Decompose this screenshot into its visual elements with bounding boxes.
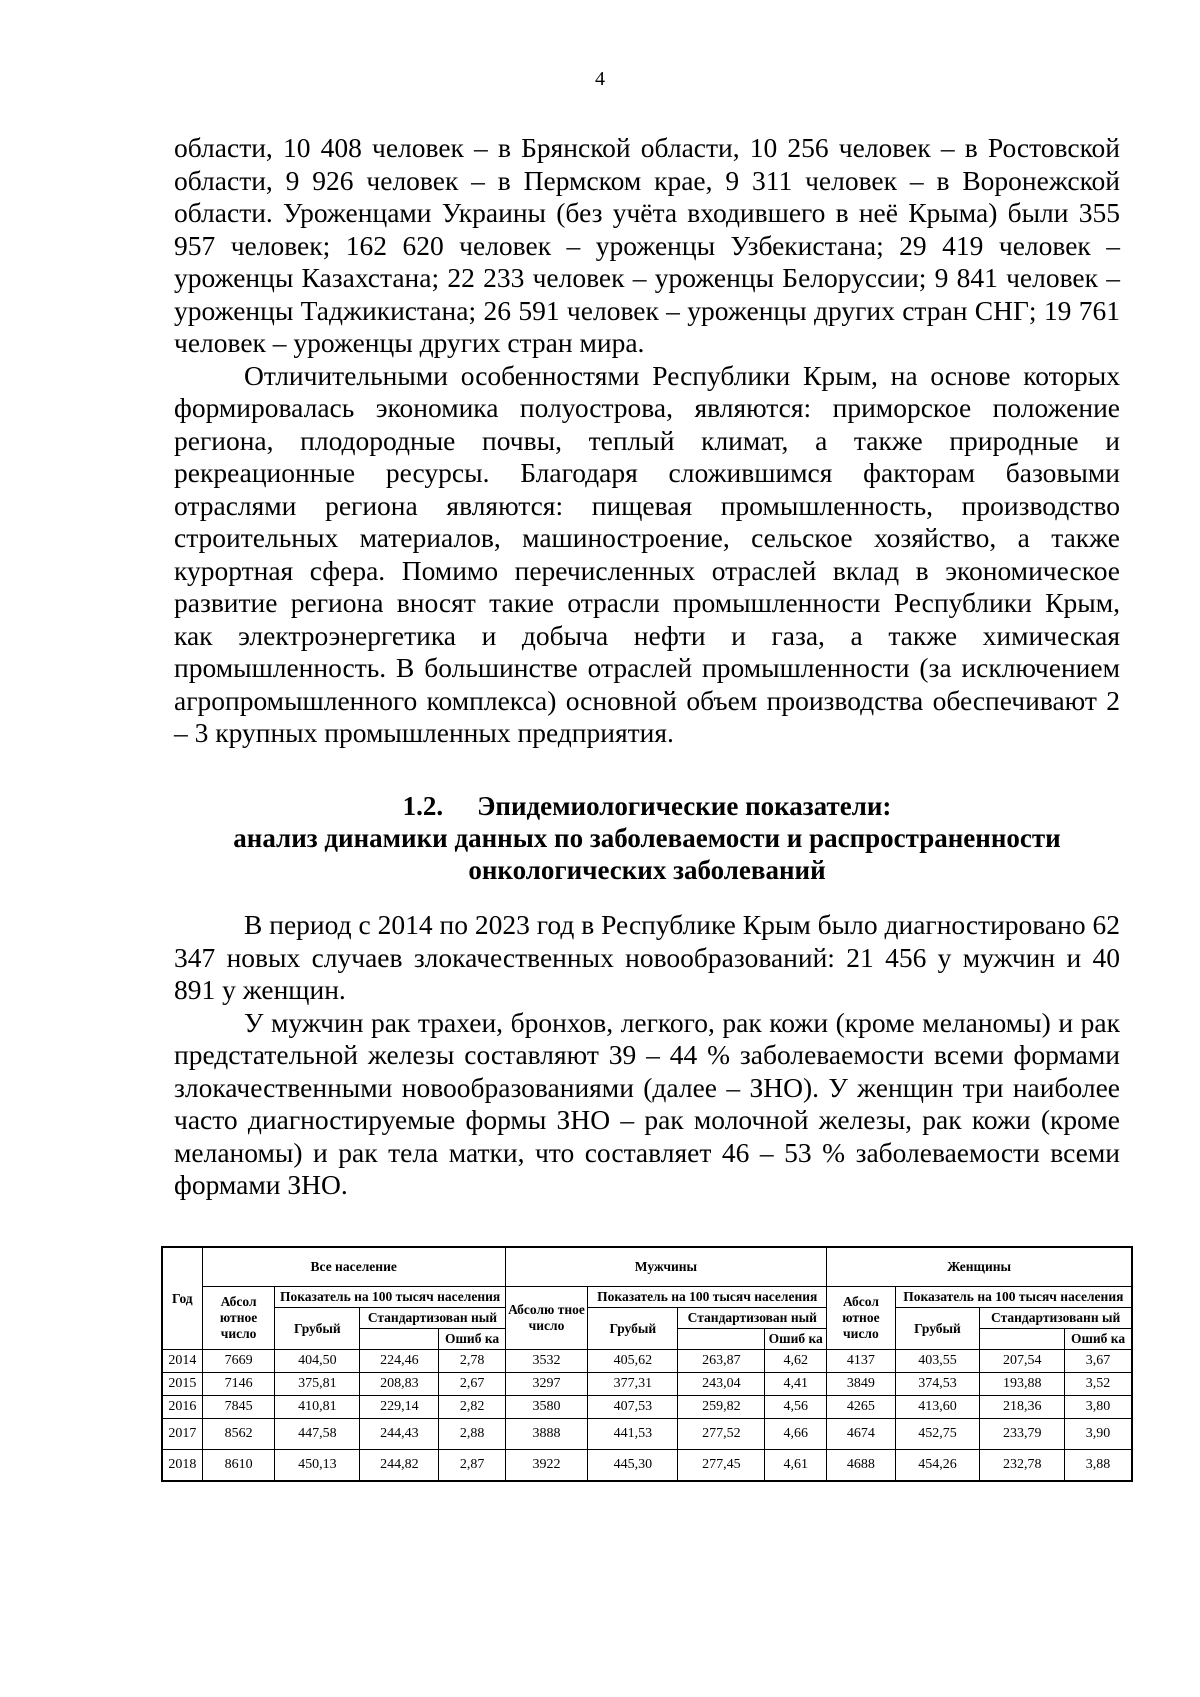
header-crude: Грубый — [895, 1308, 980, 1350]
header-value — [980, 1329, 1065, 1350]
table-cell: 3922 — [505, 1450, 588, 1482]
header-rate: Показатель на 100 тысяч населения — [275, 1287, 505, 1308]
table-cell: 2,88 — [439, 1419, 505, 1450]
table-cell: 374,53 — [895, 1373, 980, 1396]
table-cell: 2,87 — [439, 1450, 505, 1482]
table-cell: 233,79 — [980, 1419, 1065, 1450]
intro-text — [174, 132, 1120, 750]
table-cell: 377,31 — [588, 1373, 678, 1396]
table-cell: 447,58 — [275, 1419, 360, 1450]
epidemiology-text — [174, 909, 1120, 1202]
page-number: 4 — [595, 68, 605, 90]
header-absolute: Абсолю тное число — [505, 1287, 588, 1350]
header-standardized: Стандартизованн ый — [980, 1308, 1132, 1329]
table-cell: 4137 — [827, 1350, 895, 1373]
table-cell: 2014 — [162, 1350, 202, 1373]
table-cell: 3849 — [827, 1373, 895, 1396]
section-heading — [174, 790, 1120, 886]
header-rate: Показатель на 100 тысяч населения — [588, 1287, 827, 1308]
table-cell: 410,81 — [275, 1396, 360, 1419]
table-body — [162, 1350, 1132, 1482]
table-cell: 4,62 — [765, 1350, 827, 1373]
table-cell: 263,87 — [678, 1350, 765, 1373]
table-cell: 450,13 — [275, 1450, 360, 1482]
header-all-population: Все население — [202, 1247, 505, 1287]
table-cell: 3,88 — [1065, 1450, 1132, 1482]
table-cell: 3532 — [505, 1350, 588, 1373]
table-cell: 3580 — [505, 1396, 588, 1419]
table-cell: 8610 — [202, 1450, 275, 1482]
table-cell: 3,80 — [1065, 1396, 1132, 1419]
table-cell: 4,66 — [765, 1419, 827, 1450]
table-cell: 2015 — [162, 1373, 202, 1396]
table-cell: 208,83 — [360, 1373, 439, 1396]
table-cell: 218,36 — [980, 1396, 1065, 1419]
table-cell: 441,53 — [588, 1419, 678, 1450]
paragraph: В период с 2014 по 2023 год в Республике Крым было диагностировано 62 347 новых случаев злокачественных новообразований: 21 456 у мужчин и 40 891 у женщин. — [174, 909, 1120, 1005]
table-cell: 3,90 — [1065, 1419, 1132, 1450]
table-row — [162, 1450, 1132, 1482]
table-cell: 404,50 — [275, 1350, 360, 1373]
header-men: Мужчины — [505, 1247, 826, 1287]
header-value — [360, 1329, 439, 1350]
table-cell: 445,30 — [588, 1450, 678, 1482]
section-title-line: анализ динамики данных по заболеваемости и распространенности — [233, 823, 1061, 853]
section-number: 1.2. — [402, 791, 444, 821]
section-title-line: 1.2. Эпидемиологические показатели: — [402, 791, 892, 821]
table-cell: 2016 — [162, 1396, 202, 1419]
table-cell: 243,04 — [678, 1373, 765, 1396]
paragraph: области, 10 408 человек – в Брянской области, 10 256 человек – в Ростовской области, 9 926 человек – в Пермском крае, 9 311 человек – в Воронежской области. Уроженцами Украины (без учёта входившего в неё Крыма) были 355 957 человек; 162 620 человек – уроженцы Узбекистана; 29 419 человек – уроженцы Казахстана; 22 233 человек – уроженцы Белоруссии; 9 841 человек – уроженцы Таджикистана; 26 591 человек – уроженцы других стран СНГ; 19 761 человек – уроженцы других стран мира. — [174, 132, 1120, 358]
table-cell: 193,88 — [980, 1373, 1065, 1396]
table-cell: 7146 — [202, 1373, 275, 1396]
header-crude: Грубый — [275, 1308, 360, 1350]
table-cell: 4,41 — [765, 1373, 827, 1396]
table-cell: 7845 — [202, 1396, 275, 1419]
paragraph: У мужчин рак трахеи, бронхов, легкого, рак кожи (кроме меланомы) и рак предстательной железы составляют 39 – 44 % заболеваемости всеми формами злокачественными новообразованиями (далее – ЗНО). У женщин три наиболее часто диагностируемые формы ЗНО – рак молочной железы, рак кожи (кроме меланомы) и рак тела матки, что составляет 46 – 53 % заболеваемости всеми формами ЗНО. — [174, 1006, 1120, 1200]
section-title-line: онкологических заболеваний — [468, 855, 826, 885]
table-cell: 277,45 — [678, 1450, 765, 1482]
table-cell: 3297 — [505, 1373, 588, 1396]
header-standardized: Стандартизован ный — [360, 1308, 506, 1329]
table-cell: 454,26 — [895, 1450, 980, 1482]
table-cell: 229,14 — [360, 1396, 439, 1419]
table-cell: 4265 — [827, 1396, 895, 1419]
table-cell: 259,82 — [678, 1396, 765, 1419]
table-cell: 3,52 — [1065, 1373, 1132, 1396]
table-cell: 207,54 — [980, 1350, 1065, 1373]
table-cell: 2017 — [162, 1419, 202, 1450]
table-cell: 8562 — [202, 1419, 275, 1450]
table-cell: 4,61 — [765, 1450, 827, 1482]
header-women: Женщины — [827, 1247, 1132, 1287]
header-crude: Грубый — [588, 1308, 678, 1350]
incidence-table — [161, 1246, 1133, 1482]
table-cell: 413,60 — [895, 1396, 980, 1419]
header-absolute: Абсол ютное число — [202, 1287, 275, 1350]
table-cell: 403,55 — [895, 1350, 980, 1373]
header-standardized: Стандартизован ный — [678, 1308, 827, 1329]
table-row — [162, 1419, 1132, 1450]
table-cell: 4688 — [827, 1450, 895, 1482]
table-row — [162, 1373, 1132, 1396]
table-cell: 277,52 — [678, 1419, 765, 1450]
table-cell: 2,67 — [439, 1373, 505, 1396]
table-cell: 224,46 — [360, 1350, 439, 1373]
table-cell: 407,53 — [588, 1396, 678, 1419]
table-row — [162, 1350, 1132, 1373]
table-cell: 7669 — [202, 1350, 275, 1373]
table-cell: 4,56 — [765, 1396, 827, 1419]
table-cell: 2018 — [162, 1450, 202, 1482]
header-year: Год — [162, 1247, 202, 1350]
table-row — [162, 1396, 1132, 1419]
header-rate: Показатель на 100 тысяч населения — [895, 1287, 1132, 1308]
header-error: Ошиб ка — [765, 1329, 827, 1350]
header-absolute: Абсол ютное число — [827, 1287, 895, 1350]
table-cell: 405,62 — [588, 1350, 678, 1373]
table-cell: 3,67 — [1065, 1350, 1132, 1373]
table-cell: 232,78 — [980, 1450, 1065, 1482]
header-error: Ошиб ка — [439, 1329, 505, 1350]
table-cell: 375,81 — [275, 1373, 360, 1396]
table-cell: 3888 — [505, 1419, 588, 1450]
table-cell: 244,82 — [360, 1450, 439, 1482]
table-cell: 452,75 — [895, 1419, 980, 1450]
paragraph: Отличительными особенностями Республики Крым, на основе которых формировалась экономика полуострова, являются: приморское положение региона, плодородные почвы, теплый климат, а также природные и рекреационные ресурсы. Благодаря сложившимся факторам базовыми отраслями региона являются: пищевая промышленность, производство строительных материалов, машиностроение, сельское хозяйство, а также курортная сфера. Помимо перечисленных отраслей вклад в экономическое развитие региона вносят такие отрасли промышленности Республики Крым, как электроэнергетика и добыча нефти и газа, а также химическая промышленность. В большинстве отраслей промышленности (за исключением агропромышленного комплекса) основной объем производства обеспечивают 2 – 3 крупных промышленных предприятия. — [174, 359, 1120, 748]
header-value — [678, 1329, 765, 1350]
table-cell: 244,43 — [360, 1419, 439, 1450]
table-cell: 4674 — [827, 1419, 895, 1450]
table-cell: 2,78 — [439, 1350, 505, 1373]
header-error: Ошиб ка — [1065, 1329, 1132, 1350]
table-cell: 2,82 — [439, 1396, 505, 1419]
